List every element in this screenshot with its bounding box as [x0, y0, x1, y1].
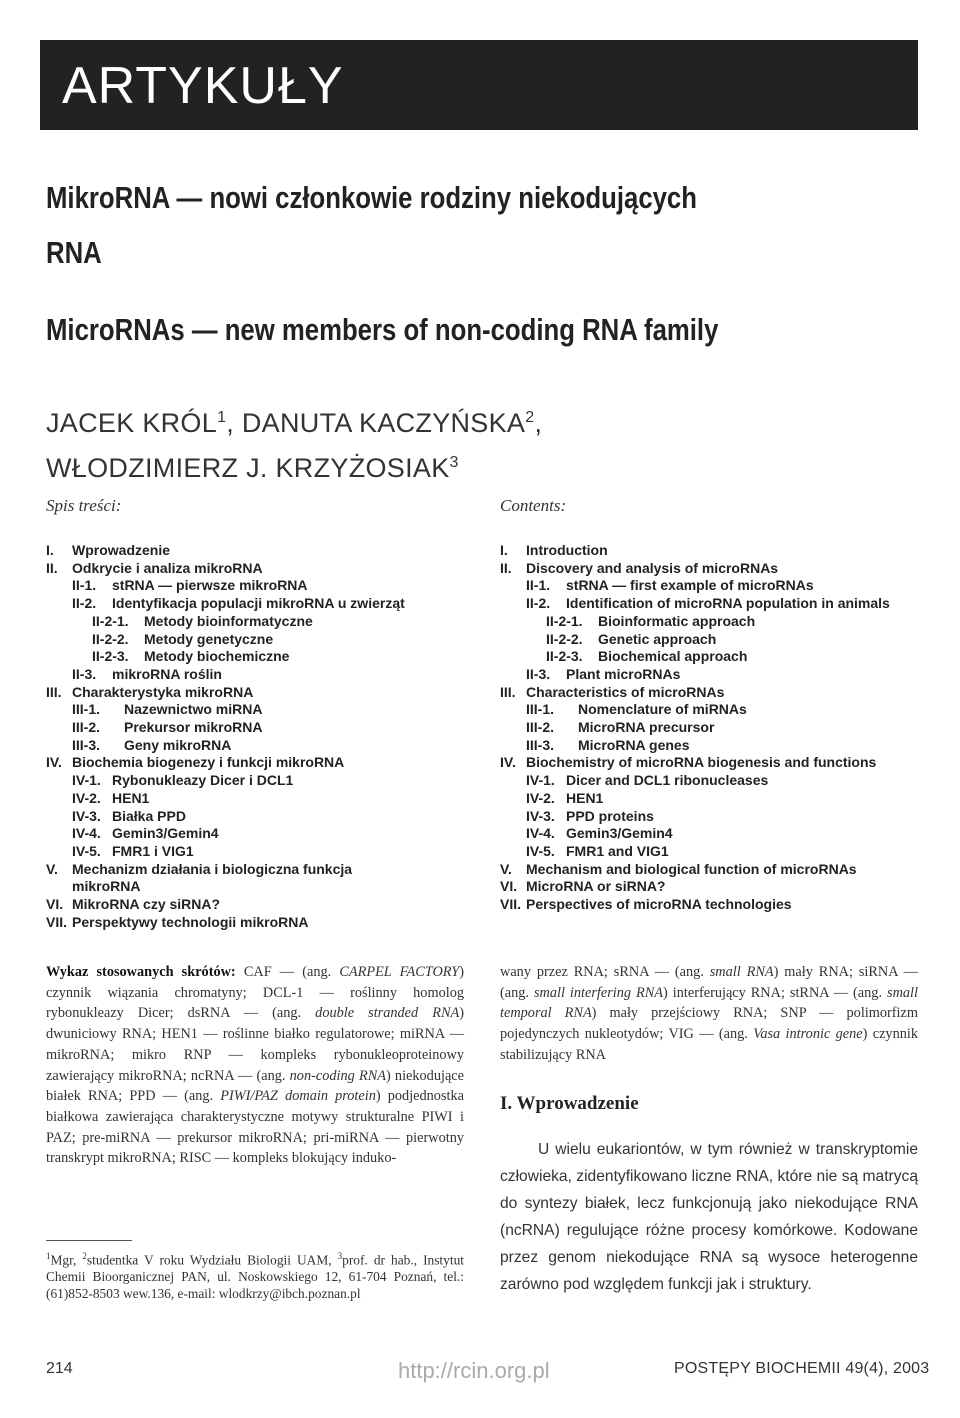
toc-polish-item-label: Gemin3/Gemin4 [112, 825, 219, 842]
abbreviations-right [500, 962, 918, 1066]
toc-polish-item-label: Prekursor mikroRNA [124, 719, 263, 736]
toc-polish-item[interactable] [46, 843, 405, 861]
toc-english-heading: Contents: [500, 496, 567, 515]
toc-polish-item-number: III. [46, 683, 62, 700]
watermark-url[interactable]: http://rcin.org.pl [398, 1358, 550, 1383]
toc-polish-item-label: Białka PPD [112, 807, 186, 824]
abbreviations-left [46, 962, 464, 1169]
author-krol: JACEK KRÓL [46, 408, 218, 438]
toc-english-item-number: VII. [500, 896, 522, 913]
footnote-text: Mgr, [50, 1252, 83, 1268]
toc-english-item-number: II-2-2. [546, 630, 583, 647]
author-krol-affiliation: 1 [217, 409, 227, 426]
toc-english-item-label: Identification of microRNA population in animals [566, 595, 890, 612]
toc-english-item-label: Biochemical approach [598, 648, 748, 665]
toc-english-item-label: Plant microRNAs [566, 665, 681, 682]
toc-english-item[interactable] [500, 754, 890, 772]
toc-polish-item-number: V. [46, 860, 58, 877]
footnote-mark: 2 [82, 1251, 87, 1261]
toc-english-item[interactable] [500, 878, 890, 896]
abbrev-term: non-coding RNA [289, 1067, 386, 1084]
toc-english-item[interactable] [500, 666, 890, 684]
toc-english-item-number: V. [500, 860, 512, 877]
toc-polish-item-label: Identyfikacja populacji mikroRNA u zwierząt [112, 595, 405, 612]
toc-polish-item-label: Geny mikroRNA [124, 736, 232, 753]
toc-english-item-label: Genetic approach [598, 630, 717, 647]
abbrev-text: ) czynnik stabilizujący RNA [500, 1026, 918, 1063]
toc-english-item-label: Dicer and DCL1 ribonucleases [566, 772, 769, 789]
toc-english-item[interactable] [500, 684, 890, 702]
toc-polish-item-number: II-2. [72, 595, 97, 612]
toc-polish-item-number: III-3. [72, 736, 101, 753]
footnote-text: prof. dr hab., Instytut Chemii Bioorganicznej PAN, ul. Noskowskiego 12, 61-704 Poznań, tel.: (61)852-8503 wew.136, e-mail: wlodkrzy@ibch.poznan.pl [46, 1252, 464, 1302]
author-kaczynska-affiliation: 2 [525, 409, 535, 426]
abbrev-term: small interfering RNA [533, 984, 664, 1001]
abbrev-term: small temporal RNA [500, 984, 918, 1022]
toc-polish-item[interactable] [46, 648, 405, 666]
toc-polish-item-number: II-2-2. [92, 630, 129, 647]
toc-english-item[interactable] [500, 613, 890, 631]
toc-english-item-label: Discovery and analysis of microRNAs [526, 559, 779, 576]
section-banner [40, 40, 918, 130]
toc-english-item[interactable] [500, 595, 890, 613]
toc-english-item-label: Introduction [526, 542, 608, 558]
toc-english-item-number: III. [500, 683, 516, 700]
toc-polish-item[interactable] [46, 701, 405, 719]
authors-line-2 [46, 443, 542, 488]
abbrev-text: CAF — (ang. [235, 964, 340, 980]
footnote-divider [46, 1240, 132, 1241]
toc-english-item-label: FMR1 and VIG1 [566, 842, 669, 859]
toc-english-item-number: VI. [500, 878, 518, 895]
toc-english-item-number: II-2. [526, 595, 551, 612]
abbrev-text: ) dwuniciowy RNA; HEN1 — roślinne białko regulatorowe; miRNA — mikroRNA; mikro RNP — kompleks rybonukleoproteinowy zawierający mikroRNA; ncRNA — (ang. [46, 1005, 464, 1084]
toc-english-item[interactable] [500, 737, 890, 755]
author-kaczynska: , DANUTA KACZYŃSKA [226, 408, 526, 438]
footnote-text: studentka V roku Wydziału Biologii UAM, [86, 1252, 338, 1268]
toc-polish-item-label: mikroRNA roślin [112, 665, 222, 682]
footnote [46, 1248, 464, 1302]
abbrev-term: CARPEL FACTORY [339, 964, 460, 980]
toc-english-item[interactable] [500, 843, 890, 861]
toc-polish-item[interactable] [46, 542, 405, 560]
toc-english-item-number: II-3. [526, 665, 551, 682]
toc-polish [46, 542, 405, 931]
toc-polish-item[interactable] [46, 914, 405, 932]
toc-english-item[interactable] [500, 631, 890, 649]
toc-polish-item[interactable] [46, 613, 405, 631]
toc-english-item-label: MicroRNA genes [578, 736, 690, 753]
toc-english-item-number: III-2. [526, 719, 555, 736]
toc-polish-item-number: IV-5. [72, 842, 101, 859]
toc-english-item[interactable] [500, 701, 890, 719]
toc-english-item[interactable] [500, 825, 890, 843]
abbrev-text: ) niekodujące białek RNA; PPD — (ang. [46, 1067, 464, 1105]
toc-english-item-label: stRNA — first example of microRNAs [566, 577, 814, 594]
toc-polish-item-number: IV-3. [72, 807, 101, 824]
toc-polish-item-number: IV-2. [72, 789, 101, 806]
toc-polish-item[interactable] [46, 808, 405, 826]
toc-english-item-number: IV-1. [526, 772, 555, 789]
toc-polish-item-label: Metody genetyczne [144, 630, 274, 647]
toc-english-item-label: Perspectives of microRNA technologies [526, 896, 792, 913]
toc-english-item[interactable] [500, 719, 890, 737]
toc-english-item-number: IV-2. [526, 789, 555, 806]
toc-polish-item-label: Charakterystyka mikroRNA [72, 683, 254, 700]
toc-polish-item-number: VII. [46, 913, 68, 930]
author-krzyzosiak-affiliation: 3 [449, 454, 459, 471]
toc-polish-item[interactable] [46, 684, 405, 702]
toc-polish-item[interactable] [46, 754, 405, 772]
toc-polish-item[interactable] [46, 631, 405, 649]
toc-english-item-number: II-2-1. [546, 612, 583, 629]
abbrev-term: small RNA [709, 964, 774, 980]
toc-polish-item-label: Wprowadzenie [72, 542, 171, 558]
section-banner-label: ARTYKUŁY [62, 57, 344, 115]
abbrev-text: wany przez RNA; sRNA — (ang. [500, 964, 710, 980]
toc-polish-item-number: II-3. [72, 665, 97, 682]
toc-english-item-label: Gemin3/Gemin4 [566, 825, 673, 842]
toc-polish-item-label: Metody biochemiczne [144, 648, 290, 665]
toc-polish-item-label: Perspektywy technologii mikroRNA [72, 913, 309, 930]
toc-polish-item[interactable] [46, 878, 405, 896]
journal-footer: POSTĘPY BIOCHEMII 49(4), 2003 [674, 1360, 930, 1377]
title-polish-line-1: MikroRNA — nowi członkowie rodziny niekodujących [46, 180, 697, 215]
toc-english-item-label: MicroRNA precursor [578, 719, 715, 736]
abbrev-text: ) czynnik wiązania chromatyny; DCL-1 — roślinny homolog rybonukleazy Dicer; dsRNA — (ang. [46, 964, 464, 1022]
footnote-mark: 1 [46, 1251, 51, 1261]
toc-english-item[interactable] [500, 896, 890, 914]
toc-english-item-label: PPD proteins [566, 807, 654, 824]
toc-polish-item-label: Biochemia biogenezy i funkcji mikroRNA [72, 754, 345, 771]
toc-english-item-label: Mechanism and biological function of microRNAs [526, 860, 857, 877]
section-heading-introduction: I. Wprowadzenie [500, 1093, 639, 1114]
title-english: MicroRNAs — new members of non-coding RNA family [46, 312, 719, 347]
toc-english-item-number: IV. [500, 754, 516, 771]
toc-english-item-label: Nomenclature of miRNAs [578, 701, 747, 718]
toc-english-item-number: II-1. [526, 577, 551, 594]
toc-polish-item-number: II-1. [72, 577, 97, 594]
toc-english-item-label: MicroRNA or siRNA? [526, 878, 666, 895]
toc-english [500, 542, 890, 914]
footnote-mark: 3 [337, 1251, 343, 1261]
toc-polish-item-label: MikroRNA czy siRNA? [72, 896, 221, 913]
toc-polish-item[interactable] [46, 666, 405, 684]
abbrev-term: double stranded RNA [315, 1005, 460, 1022]
toc-english-item-number: II-2-3. [546, 648, 583, 665]
abbreviations-lead: Wykaz stosowanych skrótów: [46, 964, 236, 980]
toc-polish-item-label: mikroRNA [72, 878, 141, 895]
toc-polish-item-label: HEN1 [112, 789, 150, 806]
toc-english-item-number: I. [500, 542, 508, 558]
author-krzyzosiak: WŁODZIMIERZ J. KRZYŻOSIAK [46, 453, 450, 483]
toc-english-item[interactable] [500, 808, 890, 826]
abbrev-term: PIWI/PAZ domain protein [220, 1088, 376, 1105]
toc-polish-item-number: IV-1. [72, 772, 101, 789]
toc-english-item-number: III-3. [526, 736, 555, 753]
abbrev-text: ) mały przejściowy RNA; SNP — polimorfizm pojedynczych nukleotydów; VIG — (ang. [500, 1005, 918, 1043]
toc-english-item-label: Characteristics of microRNAs [526, 683, 725, 700]
toc-polish-item-number: I. [46, 542, 54, 558]
toc-polish-item[interactable] [46, 560, 405, 578]
toc-polish-item[interactable] [46, 737, 405, 755]
toc-english-item[interactable] [500, 772, 890, 790]
toc-polish-item[interactable] [46, 577, 405, 595]
toc-english-item-label: HEN1 [566, 789, 604, 806]
toc-polish-item[interactable] [46, 825, 405, 843]
toc-english-item-number: II. [500, 559, 512, 576]
toc-polish-item-label: Metody bioinformatyczne [144, 612, 313, 629]
toc-english-item-number: IV-4. [526, 825, 555, 842]
toc-polish-item-number: IV-4. [72, 825, 101, 842]
toc-polish-item-label: stRNA — pierwsze mikroRNA [112, 577, 308, 594]
toc-english-item-number: IV-3. [526, 807, 555, 824]
toc-english-item-number: IV-5. [526, 842, 555, 859]
toc-polish-item-number: IV. [46, 754, 62, 771]
authors [46, 398, 542, 488]
abbrev-term: Vasa intronic gene [753, 1026, 863, 1043]
toc-polish-item-label: Rybonukleazy Dicer i DCL1 [112, 772, 294, 789]
toc-polish-item[interactable] [46, 595, 405, 613]
toc-polish-item[interactable] [46, 790, 405, 808]
toc-english-item-label: Bioinformatic approach [598, 612, 756, 629]
title-polish-line-2: RNA [46, 235, 102, 270]
abbrev-text: ) mały RNA; siRNA — (ang. [500, 964, 918, 1001]
toc-polish-item-number: II. [46, 559, 58, 576]
toc-english-item[interactable] [500, 648, 890, 666]
toc-polish-item-number: III-2. [72, 719, 101, 736]
title-polish [46, 170, 926, 280]
introduction-paragraph: U wielu eukariontów, w tym również w transkryptomie człowieka, zidentyfikowano liczne RNA, które nie są matrycą do syntezy białek, lecz funkcjonują jako niekodujące RNA (ncRNA) regulujące różne procesy komórkowe. Kodowane przez genom niekodujące RNA są wysoce heterogenne zarówno pod względem funkcji jak i struktury. [500, 1141, 918, 1293]
toc-polish-item-number: III-1. [72, 701, 101, 718]
toc-polish-item-number: II-2-1. [92, 612, 129, 629]
toc-polish-item[interactable] [46, 772, 405, 790]
toc-polish-heading: Spis treści: [46, 496, 122, 515]
page-number: 214 [46, 1360, 73, 1377]
toc-polish-item[interactable] [46, 896, 405, 914]
toc-english-item[interactable] [500, 790, 890, 808]
toc-english-item[interactable] [500, 861, 890, 879]
toc-polish-item-label: Odkrycie i analiza mikroRNA [72, 559, 263, 576]
toc-english-item-number: III-1. [526, 701, 555, 718]
authors-comma: , [534, 408, 543, 438]
toc-polish-item[interactable] [46, 861, 405, 879]
toc-english-item[interactable] [500, 542, 890, 560]
abbrev-text: ) podjednostka białkowa zawierająca charakterystyczne motywy strukturalne PIWI i PAZ; pre-miRNA — prekursor mikroRNA; pri-miRNA — pierwotny transkrypt mikroRNA; RISC — kompleks blokujący induko- [46, 1088, 464, 1167]
authors-line-1 [46, 398, 542, 443]
toc-polish-item-label: Mechanizm działania i biologiczna funkcja [72, 860, 353, 877]
toc-english-item-label: Biochemistry of microRNA biogenesis and functions [526, 754, 877, 771]
toc-polish-item-number: II-2-3. [92, 648, 129, 665]
toc-polish-item-label: Nazewnictwo miRNA [124, 701, 263, 718]
abbrev-text: ) interferujący RNA; stRNA — (ang. [663, 984, 887, 1001]
toc-english-item[interactable] [500, 577, 890, 595]
toc-polish-item-label: FMR1 i VIG1 [112, 842, 194, 859]
toc-polish-item[interactable] [46, 719, 405, 737]
toc-english-item[interactable] [500, 560, 890, 578]
toc-polish-item-number: VI. [46, 896, 64, 913]
